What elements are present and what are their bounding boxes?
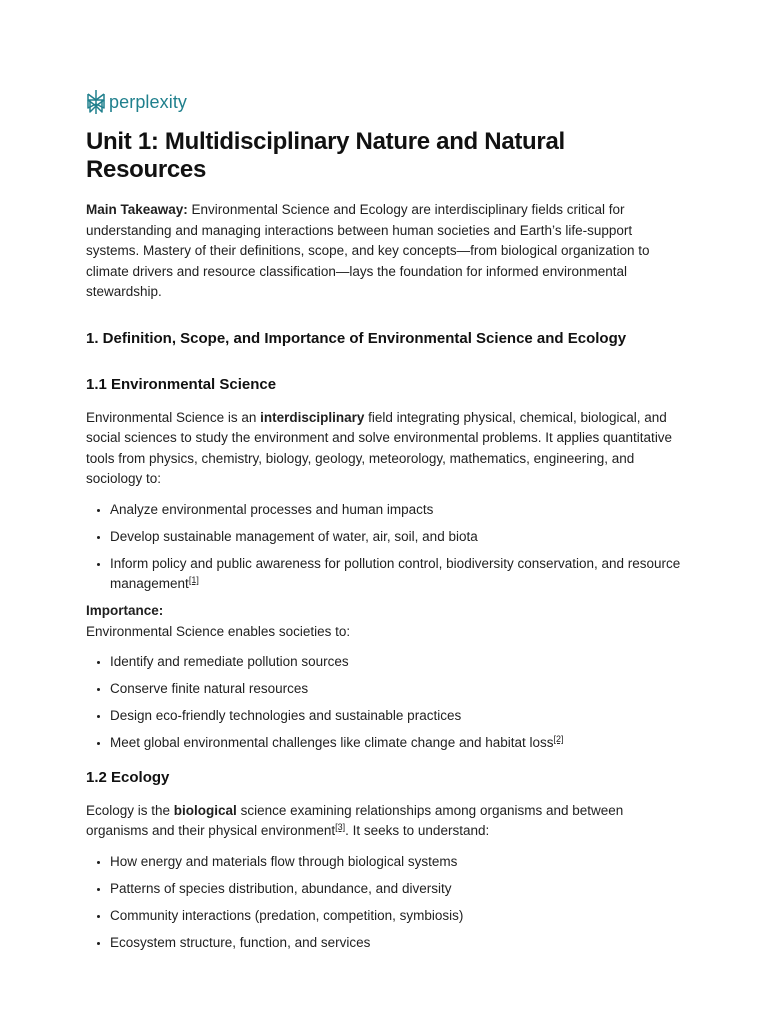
perplexity-logo-icon bbox=[86, 89, 106, 115]
list-item-text: Inform policy and public awareness for pollution control, biodiversity conservation, and resource management bbox=[110, 555, 681, 591]
brand-name: perplexity bbox=[109, 91, 188, 112]
main-takeaway bbox=[86, 200, 686, 303]
citation-link-3[interactable]: [3] bbox=[335, 822, 346, 832]
intro-text-rest: science examining relationships among organisms and between organisms and their physical environment bbox=[86, 802, 624, 838]
intro-text-end: . It seeks to understand: bbox=[345, 823, 490, 838]
importance-list bbox=[86, 652, 686, 754]
list-item: • Community interactions (predation, competition, symbiosis) bbox=[110, 906, 686, 927]
citation-link-2[interactable]: [2] bbox=[553, 734, 564, 744]
list-item: • Analyze environmental processes and human impacts bbox=[110, 500, 686, 521]
list-item-text: Meet global environmental challenges like climate change and habitat loss bbox=[110, 735, 554, 750]
citation-link-1[interactable]: [1] bbox=[188, 575, 199, 585]
list-item: • Conserve finite natural resources bbox=[110, 679, 686, 700]
env-science-list bbox=[86, 500, 686, 595]
list-item: • Patterns of species distribution, abundance, and diversity bbox=[110, 879, 686, 900]
list-item: • Design eco-friendly technologies and sustainable practices bbox=[110, 706, 686, 727]
intro-text-rest: field integrating physical, chemical, biological, and social sciences to study the environment and solve environmental problems. It applies quantitative tools from physics, chemistry, biology, geology, meteorology, mathematics, engineering, and sociology to: bbox=[86, 409, 673, 486]
ecology-list bbox=[86, 852, 686, 954]
importance-label: Importance: bbox=[86, 603, 164, 618]
subsection-heading-env-science: 1.1 Environmental Science bbox=[86, 375, 277, 393]
ecology-intro bbox=[86, 801, 686, 842]
intro-bold: interdisciplinary bbox=[260, 409, 365, 425]
takeaway-text: Environmental Science and Ecology are interdisciplinary fields critical for understanding and managing interactions between human societies and Earth’s life-support systems. Mastery of their definitions, scope, and key concepts—from biological organization to climate drivers and resource classification—lays the foundation for informed environmental stewardship. bbox=[86, 202, 650, 299]
list-item: • Ecosystem structure, function, and services bbox=[110, 933, 686, 954]
importance-text: Environmental Science enables societies to: bbox=[86, 623, 351, 639]
list-item: • How energy and materials flow through biological systems bbox=[110, 852, 686, 873]
document-body bbox=[86, 128, 686, 960]
takeaway-label: Main Takeaway: bbox=[86, 202, 188, 217]
list-item: • Develop sustainable management of water, air, soil, and biota bbox=[110, 527, 686, 548]
list-item: • Identify and remediate pollution sources bbox=[110, 652, 686, 673]
section-heading-1: 1. Definition, Scope, and Importance of Environmental Science and Ecology bbox=[86, 329, 627, 347]
intro-text: Ecology is the bbox=[86, 802, 174, 818]
list-item bbox=[110, 733, 686, 754]
intro-bold: biological bbox=[173, 802, 237, 818]
subsection-heading-ecology: 1.2 Ecology bbox=[86, 768, 170, 786]
env-science-intro bbox=[86, 408, 686, 490]
intro-text: Environmental Science is an bbox=[86, 409, 261, 425]
brand-logo bbox=[86, 89, 187, 115]
list-item bbox=[110, 554, 686, 595]
page-title: Unit 1: Multidisciplinary Nature and Natural Resources bbox=[86, 128, 565, 183]
